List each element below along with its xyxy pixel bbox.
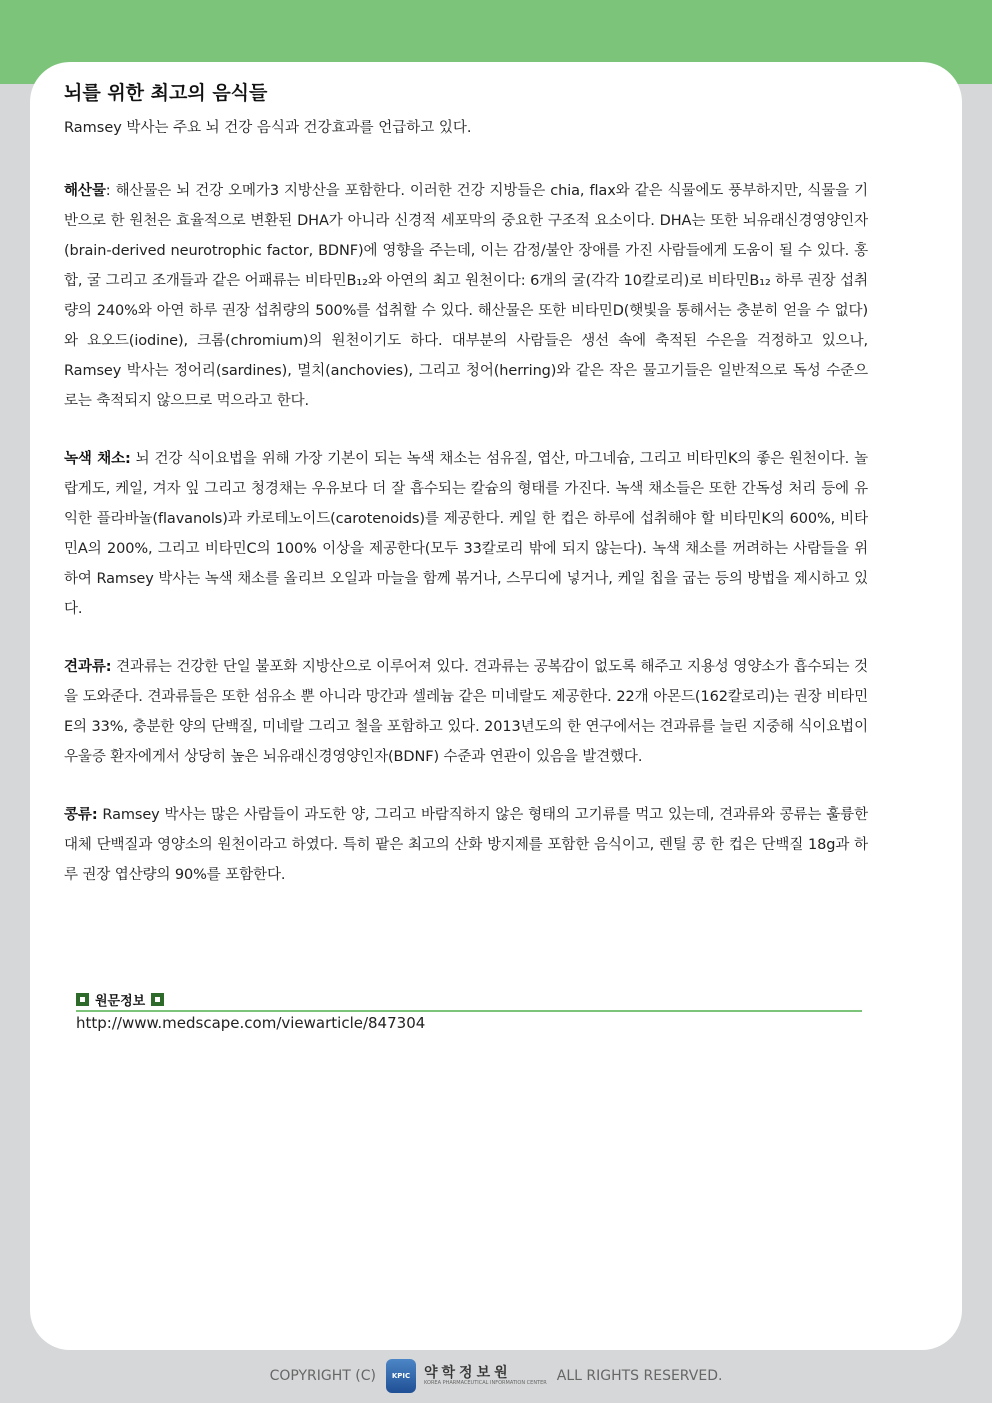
source-label: 원문정보 [95, 993, 146, 1009]
section-nuts [64, 652, 868, 772]
article-intro: Ramsey 박사는 주요 뇌 건강 음식과 건강효과를 언급하고 있다. [64, 120, 472, 136]
logo-name: 약학정보원 [424, 1364, 512, 1381]
source-link[interactable]: http://www.medscape.com/viewarticle/847304 [76, 1014, 426, 1032]
source-info [76, 988, 862, 1032]
square-bullet-icon [76, 993, 89, 1006]
section-body: 뇌 건강 식이요법을 위해 가장 기본이 되는 녹색 채소는 섬유질, 엽산, 마그네슘, 그리고 비타민K의 좋은 원천이다. 놀랍게도, 케일, 겨자 잎 그리고 청경채는 우유보다 더 잘 흡수되는 칼슘의 형태를 가진다. 녹색 채소들은 또한 간독성 처리 등에 유익한 플라바놀(flavanols)과 카로테노이드(carotenoids)를 제공한다. 케일 한 컵은 하루에 섭취해야 할 비타민K의 600%, 비타민A의 200%, 그리고 비타민C의 100% 이상을 제공한다(모두 33칼로리 밖에 되지 않는다). 녹색 채소를 꺼려하는 사람들을 위하여 Ramsey 박사는 녹색 채소를 올리브 오일과 마늘을 함께 볶거나, 스무디에 넣거나, 케일 칩을 굽는 등의 방법을 제시하고 있다. [64, 451, 868, 617]
section-heading: 해산물 [64, 183, 106, 199]
article [64, 80, 868, 890]
section-legumes [64, 800, 868, 890]
rights-text: ALL RIGHTS RESERVED. [556, 1368, 723, 1384]
logo-subtitle: KOREA PHARMACEUTICAL INFORMATION CENTER [424, 1379, 547, 1386]
article-title: 뇌를 위한 최고의 음식들 [64, 82, 268, 104]
section-body: 견과류는 건강한 단일 불포화 지방산으로 이루어져 있다. 견과류는 공복감이 없도록 해주고 지용성 영양소가 흡수되는 것을 도와준다. 견과류들은 또한 섬유소 뿐 아니라 망간과 셀레늄 같은 미네랄도 제공한다. 22개 아몬드(162칼로리)는 권장 비타민E의 33%, 충분한 양의 단백질, 미네랄 그리고 철을 포함하고 있다. 2013년도의 한 연구에서는 견과류를 늘린 지중해 식이요법이 우울증 환자에게서 상당히 높은 뇌유래신경영양인자(BDNF) 수준과 연관이 있음을 발견했다. [64, 659, 868, 765]
section-heading: 콩류: [64, 807, 98, 823]
copyright-text: COPYRIGHT (C) [269, 1368, 376, 1384]
section-body: : 해산물은 뇌 건강 오메가3 지방산을 포함한다. 이러한 건강 지방들은 chia, flax와 같은 식물에도 풍부하지만, 식물을 기반으로 한 원천은 효율적으로 변환된 DHA가 아니라 신경적 세포막의 중요한 구조적 요소이다. DHA는 또한 뇌유래신경영양인자(brain-derived neurotrophic factor, BDNF)에 영향을 주는데, 이는 감정/불안 장애를 가진 사람들에게 도움이 될 수 있다. 홍합, 굴 그리고 조개들과 같은 어패류는 비타민B₁₂와 아연의 최고 원천이다: 6개의 굴(각각 10칼로리)로 비타민B₁₂ 하루 권장 섭취량의 240%와 아연 하루 권장 섭취량의 500%를 섭취할 수 있다. 해산물은 또한 비타민D(햇빛을 통해서는 충분히 얻을 수 없다)와 요오드(iodine), 크롬(chromium)의 원천이기도 하다. 대부분의 사람들은 생선 속에 축적된 수은을 걱정하고 있으나, Ramsey 박사는 정어리(sardines), 멸치(anchovies), 그리고 청어(herring)와 같은 작은 물고기들은 일반적으로 독성 수준으로는 축적되지 않으므로 먹으라고 한다. [64, 183, 868, 409]
section-heading: 녹색 채소: [64, 451, 131, 467]
section-seafood [64, 176, 868, 416]
kpic-logo-icon: KPIC [386, 1359, 416, 1393]
source-divider [76, 1010, 862, 1012]
footer [0, 1356, 992, 1396]
section-body: Ramsey 박사는 많은 사람들이 과도한 양, 그리고 바람직하지 않은 형태의 고기류를 먹고 있는데, 견과류와 콩류는 훌륭한 대체 단백질과 영양소의 원천이라고 하였다. 특히 팥은 최고의 산화 방지제를 포함한 음식이고, 렌틸 콩 한 컵은 단백질 18g과 하루 권장 엽산량의 90%를 포함한다. [64, 807, 868, 883]
kpic-logo [386, 1359, 547, 1393]
square-bullet-icon [151, 993, 164, 1006]
section-greens [64, 444, 868, 624]
section-heading: 견과류: [64, 659, 112, 675]
source-tag [76, 988, 862, 1010]
